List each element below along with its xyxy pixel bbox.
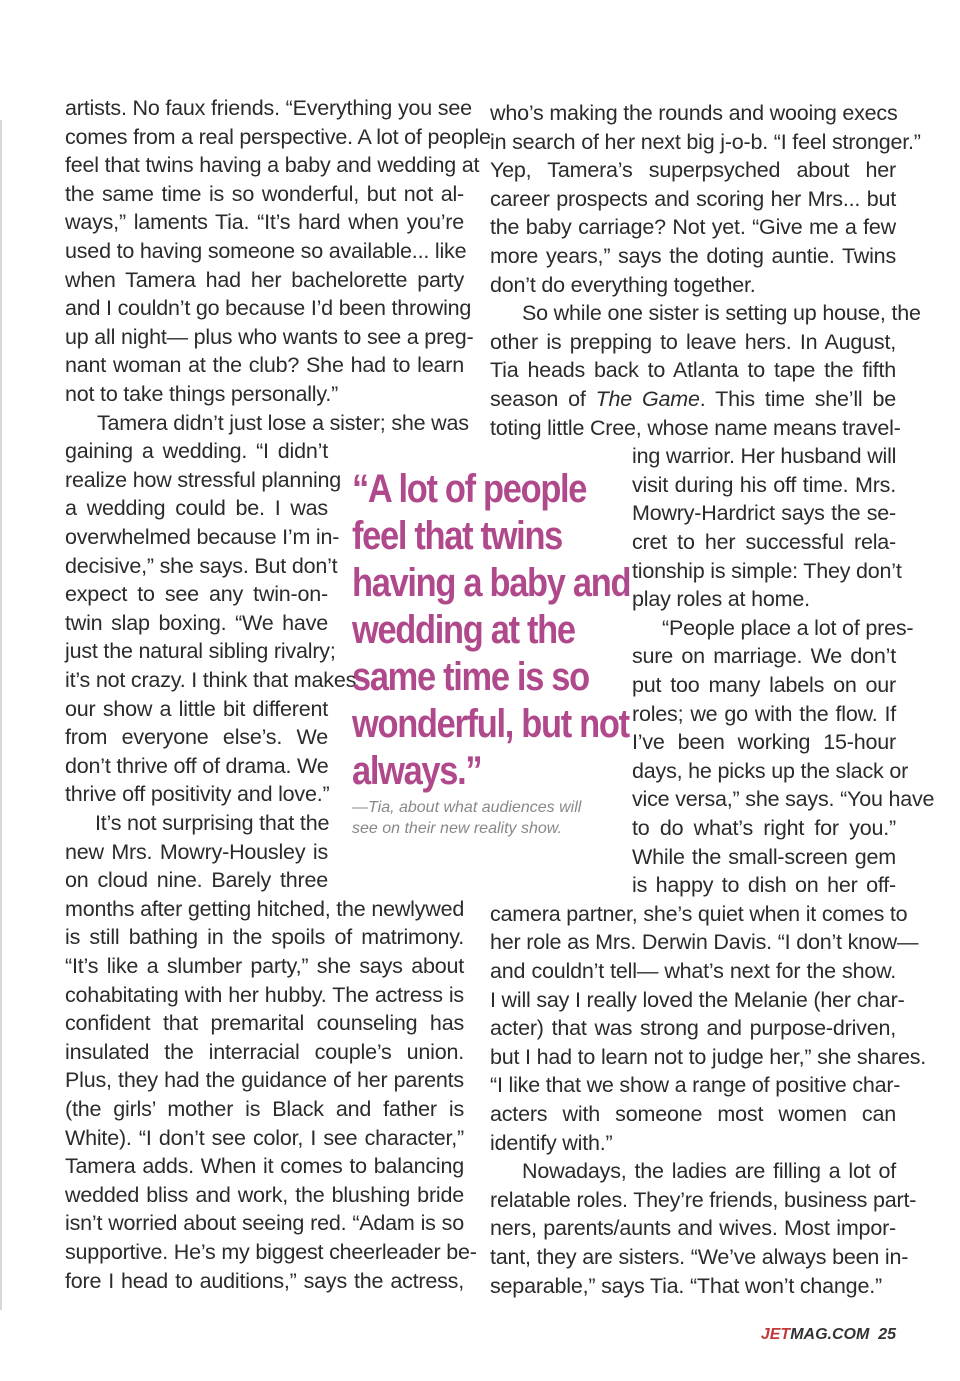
body-text-line: is still bathing in the spoils of matrimony. <box>65 925 464 950</box>
body-text-line: other is prepping to leave hers. In August, <box>490 329 896 354</box>
body-text-line: just the natural sibling rivalry; <box>65 639 336 664</box>
body-text-line: who’s making the rounds and wooing execs <box>490 101 898 125</box>
body-text-line: comes from a real perspective. A lot of people <box>65 124 491 149</box>
pull-quote-caption: —Tia, about what audiences will <box>352 799 582 816</box>
body-text-line: realize how stressful planning <box>65 467 342 492</box>
body-text-line: put too many labels on our <box>632 673 896 697</box>
pull-quote-line: always.” <box>352 749 482 793</box>
body-text-line: more years,” says the doting auntie. Twins <box>490 244 896 268</box>
body-text-line: up all night— plus who wants to see a preg- <box>65 324 474 349</box>
body-text-line: the baby carriage? Not yet. “Give me a few <box>490 215 896 240</box>
body-text-line: “People place a lot of pres- <box>662 615 914 640</box>
body-text-line: our show a little bit different <box>65 696 328 721</box>
body-text-line: gaining a wedding. “I didn’t <box>65 439 328 464</box>
body-text-line: “I like that we show a range of positive char- <box>490 1073 901 1098</box>
body-text-line: when Tamera had her bachelorette party <box>65 267 464 292</box>
body-text-line: It’s not surprising that the <box>95 811 330 835</box>
body-text-line: play roles at home. <box>632 587 810 612</box>
body-text-line: visit during his off time. Mrs. <box>632 472 896 497</box>
body-text-line: Plus, they had the guidance of her parents <box>65 1068 464 1093</box>
body-text-line: toting little Cree, whose name means travel- <box>490 415 901 440</box>
body-text-line: roles; we go with the flow. If <box>632 701 896 726</box>
body-text-line: thrive off positivity and love.” <box>65 782 330 807</box>
pull-quote-line: having a baby and <box>352 561 631 605</box>
body-text-line: new Mrs. Mowry-Housley is <box>65 839 328 864</box>
body-text-line: artists. No faux friends. “Everything you see <box>65 96 472 120</box>
body-text-line: tionship is simple: They don’t <box>632 558 902 583</box>
body-text-line: Mowry-Hardrict says the se- <box>632 501 896 526</box>
body-text-line: season of The Game. This time she’ll be <box>490 387 896 411</box>
body-text-line: Tamera adds. When it comes to balancing <box>65 1154 464 1179</box>
folio-brand-domain: MAG.COM <box>790 1326 870 1343</box>
body-text-line: separable,” says Tia. “That won’t change.” <box>490 1273 882 1298</box>
body-text-line: cohabitating with her hubby. The actress is <box>65 982 464 1007</box>
body-text-line: the same time is so wonderful, but not al- <box>65 181 464 206</box>
pull-quote-caption: see on their new reality show. <box>352 820 562 837</box>
body-text-line: isn’t worried about seeing red. “Adam is so <box>65 1211 464 1236</box>
body-text-line: Yep, Tamera’s superpsyched about her <box>490 158 896 183</box>
page-number: 25 <box>878 1326 896 1343</box>
body-text-line: I’ve been working 15-hour <box>632 730 896 755</box>
body-text-line: not to take things personally.” <box>65 382 339 406</box>
page-folio <box>761 1326 896 1344</box>
body-text-line: on cloud nine. Barely three <box>65 868 328 893</box>
body-text-line: but I had to learn not to judge her,” she shares. <box>490 1044 927 1069</box>
pull-quote-line: wonderful, but not <box>352 702 629 746</box>
body-text-line: don’t do everything together. <box>490 272 756 297</box>
body-text-line: camera partner, she’s quiet when it comes to <box>490 901 908 926</box>
body-text-line: days, he picks up the slack or <box>632 758 909 783</box>
body-text-line: nant woman at the club? She had to learn <box>65 353 464 378</box>
show-title: The Game <box>595 387 700 411</box>
body-text-line: I will say I really loved the Melanie (her char- <box>490 987 905 1012</box>
body-text-line: Tia heads back to Atlanta to tape the fifth <box>490 358 896 383</box>
body-text-line: don’t thrive off of drama. We <box>65 753 329 778</box>
pull-quote-line: feel that twins <box>352 514 563 558</box>
body-text-line: her role as Mrs. Derwin Davis. “I don’t know— <box>490 930 919 955</box>
body-text-line: in search of her next big j-o-b. “I feel stronger.” <box>490 129 921 154</box>
body-text-line: relatable roles. They’re friends, business part- <box>490 1187 917 1212</box>
body-text-line: cret to her successful rela- <box>632 530 896 554</box>
body-text-line: While the small-screen gem <box>632 844 896 869</box>
body-text-line: ways,” laments Tia. “It’s hard when you’re <box>65 210 464 235</box>
pull-quote-line: “A lot of people <box>352 467 587 511</box>
pull-quote-line: wedding at the <box>352 608 575 652</box>
body-text-line: overwhelmed because I’m in- <box>65 525 340 549</box>
body-text-line: expect to see any twin-on- <box>65 582 328 607</box>
body-text-line: career prospects and scoring her Mrs... but <box>490 186 896 211</box>
body-text-line: identify with.” <box>490 1130 613 1155</box>
pull-quote-line: same time is so <box>352 655 589 699</box>
body-text-line: sure on marriage. We don’t <box>632 644 896 669</box>
body-text-line: vice versa,” she says. “You have <box>632 787 935 812</box>
body-text-line: supportive. He’s my biggest cheerleader be- <box>65 1240 477 1264</box>
body-text-line: So while one sister is setting up house, the <box>522 301 921 326</box>
body-text-line: White). “I don’t see color, I see character,” <box>65 1125 464 1150</box>
body-text-line: acter) that was strong and purpose-driven, <box>490 1016 896 1041</box>
body-text-line: from everyone else’s. We <box>65 725 328 750</box>
page-edge <box>0 120 2 1310</box>
body-text-line: months after getting hitched, the newlywed <box>65 896 465 921</box>
body-text-line: and I couldn’t go because I’d been throwing <box>65 296 472 321</box>
body-text-line: feel that twins having a baby and wedding at <box>65 153 480 178</box>
body-text-line: it’s not crazy. I think that makes <box>65 668 357 692</box>
body-text-line: Nowadays, the ladies are filling a lot of <box>522 1159 896 1184</box>
body-text-line: (the girls’ mother is Black and father is <box>65 1097 464 1121</box>
folio-brand-jet: JET <box>760 1326 791 1343</box>
body-text-line: ing warrior. Her husband will <box>632 444 897 469</box>
body-text-line: tant, they are sisters. “We’ve always been in- <box>490 1245 909 1269</box>
body-text-line: “It’s like a slumber party,” she says about <box>65 954 464 978</box>
body-text-line: is happy to dish on her off- <box>632 873 896 898</box>
body-text-line: ners, parents/aunts and wives. Most impor- <box>490 1216 896 1241</box>
body-text-line: decisive,” she says. But don’t <box>65 553 338 578</box>
body-text-line: insulated the interracial couple’s union. <box>65 1039 464 1064</box>
body-text-line: wedded bliss and work, the blushing bride <box>65 1182 464 1207</box>
body-text-line: and couldn’t tell— what’s next for the show. <box>490 959 896 983</box>
body-text-line: to do what’s right for you.” <box>632 816 896 840</box>
body-text-line: a wedding could be. I was <box>65 496 328 521</box>
body-text-line: used to having someone so available... like <box>65 239 467 263</box>
body-text-line: acters with someone most women can <box>490 1102 896 1126</box>
body-text-line: Tamera didn’t just lose a sister; she was <box>97 410 469 435</box>
body-text-line: twin slap boxing. “We have <box>65 610 328 635</box>
body-text-line: fore I head to auditions,” says the actress, <box>65 1268 464 1293</box>
body-text-line: confident that premarital counseling has <box>65 1011 464 1036</box>
